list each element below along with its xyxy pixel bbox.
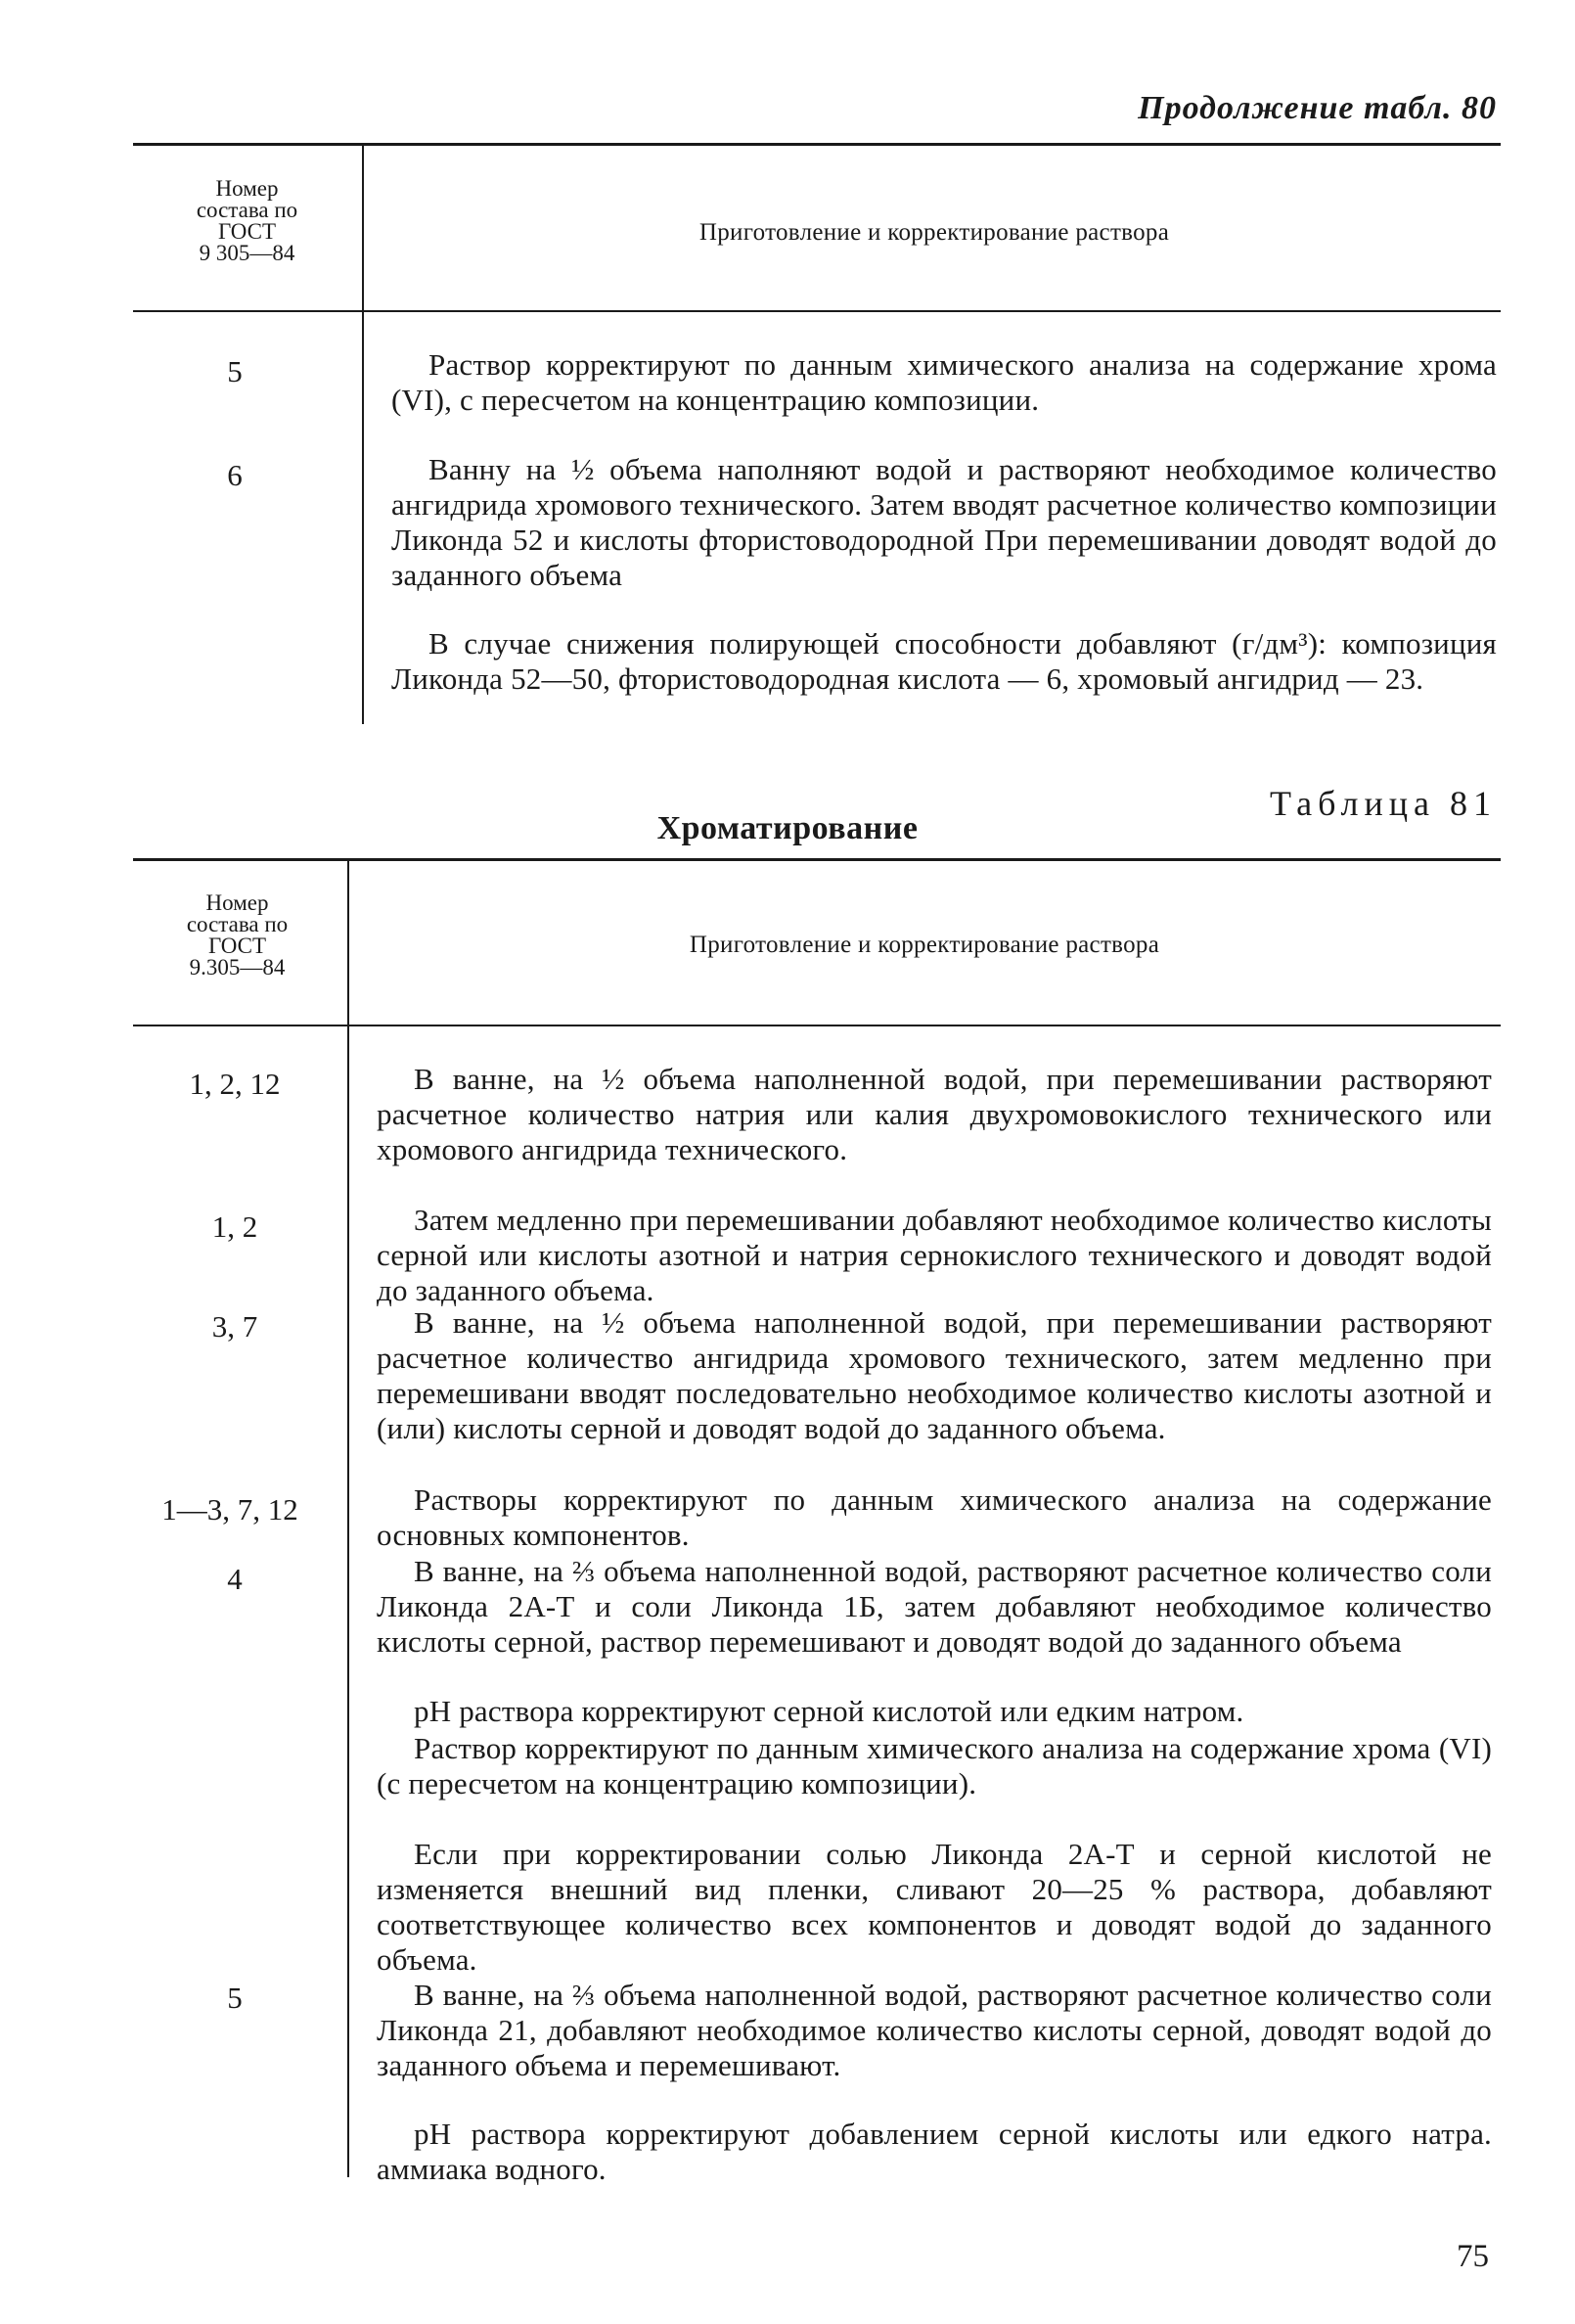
table-80-paragraph: Ванну на ½ объема наполняют водой и растворяют необходимое количество ангидрида хромового технического. Затем вводят расчетное количество композиции Ликонда 52 и кислоты фтористоводородной При перемешивании доводят водой до заданного объема [391, 452, 1497, 592]
table-81-col1-header: Номер состава по ГОСТ 9.305—84 [186, 890, 289, 980]
table-81-top-rule [133, 858, 1501, 861]
table-81-paragraph: В ванне, на ½ объема наполненной водой, при перемешивании растворяют расчетное количество ангидрида хромового технического, затем медленно при перемешивани вводят последовательно необходимое количество кислоты азотной и (или) кислоты серной и доводят водой до заданного объема. [377, 1305, 1492, 1445]
table-81-row-num: 1, 2, 12 [189, 1067, 281, 1101]
table-81-paragraph: pH раствора корректируют добавлением серной кислоты или едкого натра. аммиака водного. [377, 2117, 1492, 2186]
table-81-label: Таблица 81 [1270, 784, 1497, 823]
table-80-header-rule [133, 310, 1501, 312]
table-81-paragraph: В ванне, на ⅔ объема наполненной водой, растворяют расчетное количество соли Ликонда 2А-Т и соли Ликонда 1Б, затем добавляют необходимое количество кислоты серной, раствор перемешивают и доводят водой до заданного объема [377, 1554, 1492, 1659]
table-81-row-num: 1, 2 [211, 1209, 258, 1244]
table-81-row-num: 1—3, 7, 12 [161, 1492, 298, 1527]
table-81-row-num: 3, 7 [211, 1309, 258, 1344]
table-81-header-rule [133, 1025, 1501, 1026]
table-80-paragraph: Раствор корректируют по данным химического анализа на содержание хрома (VI), с пересчетом на концентрацию композиции. [391, 347, 1497, 417]
table-81-column-divider [347, 861, 349, 2177]
table-80-col2-header: Приготовление и корректирование раствора [698, 219, 1170, 246]
table-81-paragraph: Затем медленно при перемешивании добавляют необходимое количество кислоты серной или кислоты азотной и натрия сернокислого технического и доводят водой до заданного объема. [377, 1203, 1492, 1307]
table-80-row-num: 5 [227, 354, 243, 388]
table-81-paragraph: В ванне, на ½ объема наполненной водой, при перемешивании растворяют расчетное количество натрия или калия двухромовокислого технического или хромового ангидрида технического. [377, 1062, 1492, 1166]
continuation-caption: Продолжение табл. 80 [1138, 90, 1497, 126]
table-81-paragraph: Раствор корректируют по данным химического анализа на содержание хрома (VI) (с пересчетом на концентрацию композиции). [377, 1731, 1492, 1800]
table-80-row-num: 6 [227, 458, 243, 492]
page-number: 75 [1457, 2239, 1489, 2274]
table-81-title: Хроматирование [656, 810, 919, 846]
table-81-paragraph: Если при корректировании солью Ликонда 2А-Т и серной кислотой не изменяется внешний вид пленки, сливают 20—25 % раствора, добавляют соответствующее количество всех компонентов и доводят водой до заданного объема. [377, 1837, 1492, 1977]
table-80-paragraph: В случае снижения полирующей способности добавляют (г/дм³): композиция Ликонда 52—50, фтористоводородная кислота — 6, хромовый ангидрид — 23. [391, 626, 1497, 696]
table-81-col2-header: Приготовление и корректирование раствора [689, 932, 1160, 958]
table-81-paragraph: pH раствора корректируют серной кислотой или едким натром. [414, 1694, 1244, 1728]
table-80-column-divider [362, 145, 364, 724]
table-81-row-num: 4 [227, 1562, 243, 1596]
table-81-row-num: 5 [227, 1981, 243, 2015]
table-80-top-rule [133, 143, 1501, 146]
table-80-col1-header: Номер состава по ГОСТ 9 305—84 [196, 176, 298, 265]
table-81-paragraph: В ванне, на ⅔ объема наполненной водой, растворяют расчетное количество соли Ликонда 21, добавляют необходимое количество кислоты серной, доводят водой до заданного объема и перемешивают. [377, 1978, 1492, 2082]
table-81-paragraph: Растворы корректируют по данным химического анализа на содержание основных компонентов. [377, 1482, 1492, 1552]
